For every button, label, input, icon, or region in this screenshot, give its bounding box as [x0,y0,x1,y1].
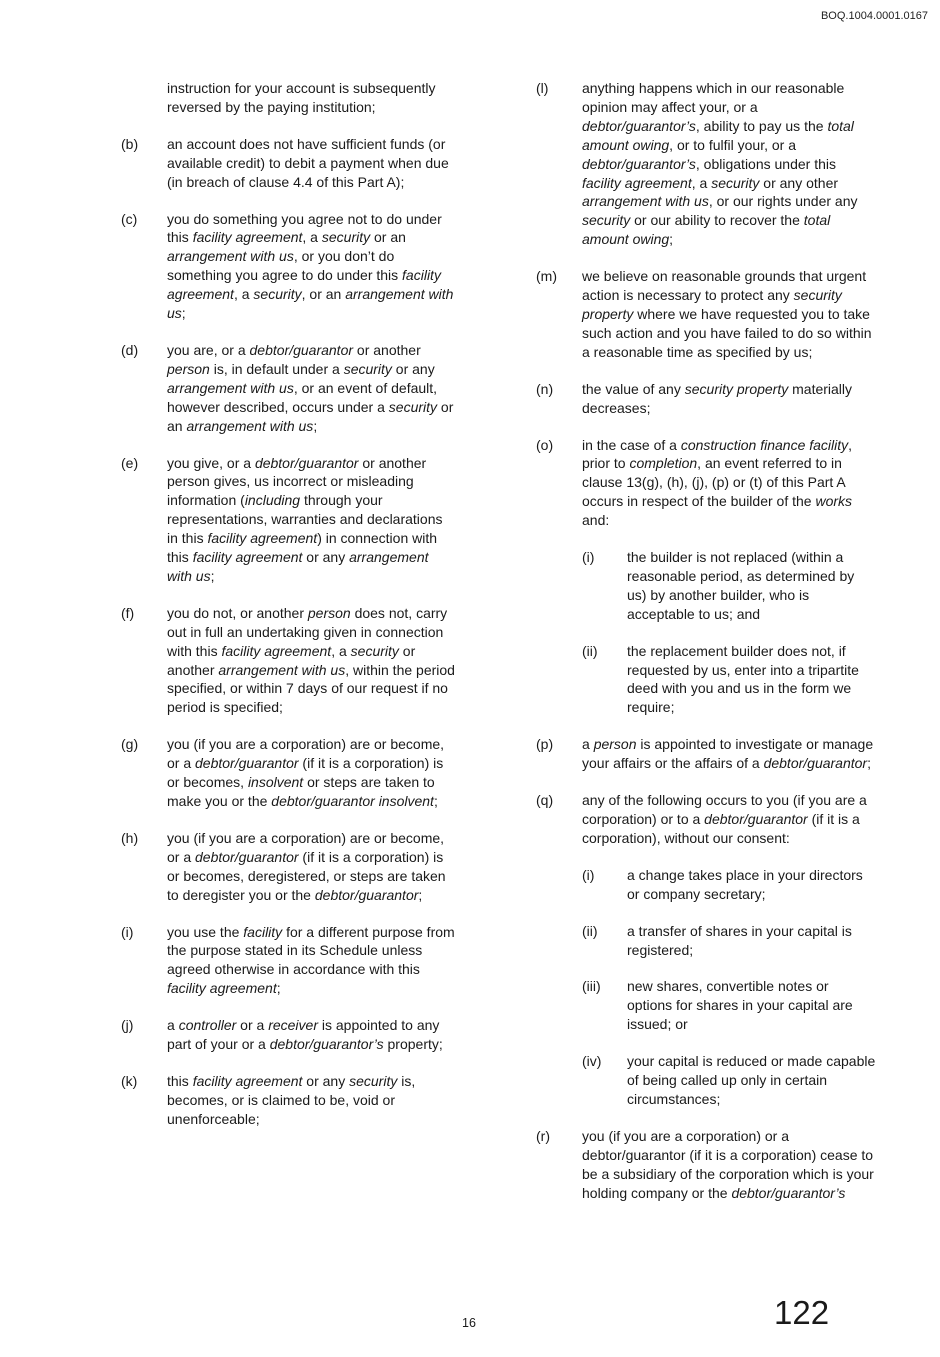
clause-item [121,829,456,905]
clause-item [121,79,456,117]
clause-text: you (if you are a corporation) or a debtor/guarantor (if it is a corporation) cease to be a subsidiary of the corporation which is your holding company or the debtor/guarantor’s [582,1127,874,1201]
clause-item [121,341,456,436]
clause-text: in the case of a construction finance facility, prior to completion, an event referred to in clause 13(g), (h), (j), (p) or (t) of this Part A occurs in respect of the builder of the works and: [582,436,853,529]
left-column [121,79,456,1147]
sub-clause-item [582,977,876,1034]
clause-text: this facility agreement or any security is, becomes, or is claimed to be, void or unenforceable; [167,1072,416,1127]
sub-clause-item [582,922,876,960]
clause-label: (iv) [582,1053,602,1070]
clause-item [121,135,456,192]
clause-text: a change takes place in your directors or company secretary; [627,866,863,902]
clause-label: (r) [536,1127,550,1144]
right-column [536,79,876,1221]
clause-text: instruction for your account is subsequently reversed by the paying institution; [167,80,436,115]
clause-label: (e) [121,454,139,471]
clause-label: (j) [121,1017,134,1034]
clause-text: your capital is reduced or made capable of being called up only in certain circumstances; [627,1053,876,1107]
clause-label: (ii) [582,642,598,659]
clause-text: a transfer of shares in your capital is registered; [627,922,852,958]
clause-label: (d) [121,341,139,358]
clause-label: (p) [536,736,554,753]
clause-text: you use the facility for a different purpose from the purpose stated in its Schedule unless agreed otherwise in accordance with this facility agreement; [167,923,455,997]
clause-label: (g) [121,736,139,753]
clause-item [536,1127,876,1203]
clause-item [536,380,876,418]
clause-label: (i) [582,866,595,883]
clause-label: (h) [121,829,139,846]
clause-item [121,1016,456,1054]
sub-clause-item [582,866,876,904]
stamp-number: 122 [774,1294,830,1331]
clause-label: (b) [121,135,139,152]
clause-label: (f) [121,604,135,621]
document-reference: BOQ.1004.0001.0167 [820,10,928,22]
clause-label: (m) [536,268,557,285]
clause-text: the builder is not replaced (within a reasonable period, as determined by us) by another builder, who is acceptable to us; and [627,549,855,622]
clause-item [536,436,876,718]
clause-text: the replacement builder does not, if requested by us, enter into a tripartite deed with you and us in the form we require; [627,642,859,716]
clause-text: new shares, convertible notes or options for shares in your capital are issued; or [627,978,853,1033]
clause-text: you do not, or another person does not, carry out in full an undertaking given in connection with this facility agreement, a security or another arrangement with us, within the period specified, or within 7 days of our request if no period is specified; [167,604,455,716]
clause-item [536,791,876,1109]
clause-item [121,454,456,586]
clause-item [121,923,456,999]
clause-label: (q) [536,792,554,809]
clause-text: you give, or a debtor/guarantor or another person gives, us incorrect or misleading information (including through your representations, warranties and declarations in this facility agreement) in connection with this facility agreement or any arrangement with us; [167,454,443,584]
page-number: 16 [462,1316,476,1330]
clause-label: (ii) [582,922,598,939]
clause-text: any of the following occurs to you (if you are a corporation) or to a debtor/guarantor (if it is a corporation), without our consent: [582,792,867,846]
clause-item [536,267,876,362]
clause-text: you do something you agree not to do under this facility agreement, a security or an arrangement with us, or you don’t do something you agree to do under this facility agreement, a security, or an arrangement with us; [167,210,454,322]
clause-text: you (if you are a corporation) are or become, or a debtor/guarantor (if it is a corporation) is or becomes, insolvent or steps are taken to make you or the debtor/guarantor insolvent; [167,736,445,809]
clause-item [536,735,876,773]
clause-text: we believe on reasonable grounds that urgent action is necessary to protect any security property where we have requested you to take such action and you have failed to do so within a reasonable time as specified by us; [582,268,872,360]
sub-clause-item [582,1052,876,1109]
clause-label: (n) [536,380,554,397]
clause-label: (o) [536,436,554,453]
clause-text: you are, or a debtor/guarantor or another person is, in default under a security or any arrangement with us, or an event of default, however described, occurs under a security or an arrangement with us; [167,341,454,434]
sub-clause-item [582,548,876,624]
clause-text: a controller or a receiver is appointed to any part of your or a debtor/guarantor’s property; [167,1017,443,1053]
clause-label: (l) [536,80,549,96]
clause-item [536,79,876,249]
clause-label: (i) [582,549,595,566]
clause-text: an account does not have sufficient funds (or available credit) to debit a payment when due (in breach of clause 4.4 of this Part A); [167,135,449,190]
clause-label: (i) [121,923,134,940]
clause-label: (c) [121,210,138,227]
clause-text: anything happens which in our reasonable opinion may affect your, or a debtor/guarantor’s, ability to pay us the total amount owing, or to fulfil your, or a debtor/guarantor’s, obligations under this facility agreement, a security or any other arrangement with us, or our rights under any security or our ability to recover the total amount owing; [582,80,858,248]
clause-text: you (if you are a corporation) are or become, or a debtor/guarantor (if it is a corporation) is or becomes, deregistered, or steps are taken to deregister you or the debtor/guarantor; [167,829,446,903]
clause-text: the value of any security property materially decreases; [582,380,853,416]
clause-item [121,210,456,323]
clause-item [121,1072,456,1129]
clause-text: a person is appointed to investigate or manage your affairs or the affairs of a debtor/guarantor; [582,736,874,772]
clause-item [121,604,456,717]
clause-item [121,735,456,811]
clause-label: (iii) [582,978,601,995]
sub-clause-item [582,642,876,718]
clause-label: (k) [121,1072,138,1089]
